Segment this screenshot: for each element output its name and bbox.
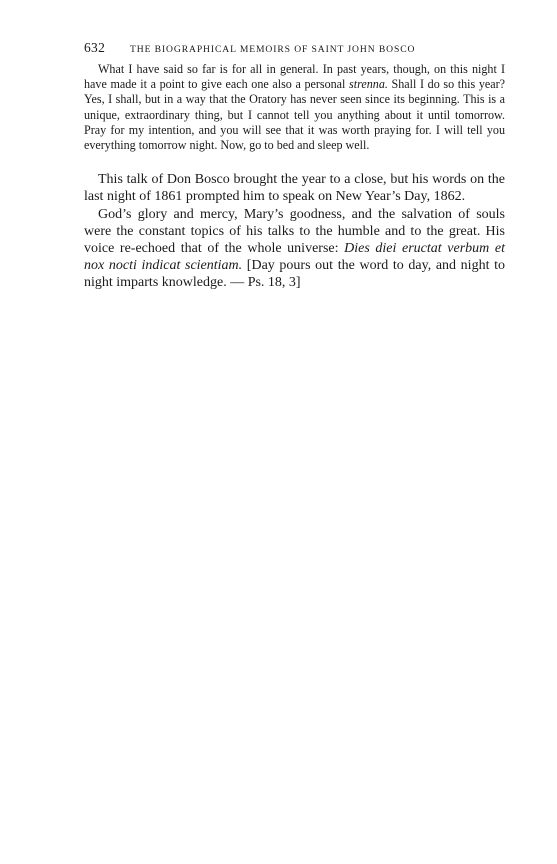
quote-italic-word: strenna. — [349, 77, 388, 92]
page-number: 632 — [84, 40, 106, 55]
section-gap — [84, 153, 505, 171]
body-paragraph-1: This talk of Don Bosco brought the year to a close, but his words on the last night of 1861 prompted him to speak on New Year’s Day, 1862. — [84, 172, 505, 205]
running-head — [84, 40, 505, 56]
latin-quotation: Dies diei eructat verbum et nox nocti indicat scientiam. — [84, 241, 505, 274]
body-paragraph-2 — [84, 206, 505, 292]
quote-text-end: Shall I do so this year? Yes, I shall, but in a way that the Oratory has never seen since its beginning. This is a unique, extraordinary thing, but I cannot tell you anything about it until tomorrow. Pray for my intention, and you will see that it was worth praying for. I will tell you everything tomorrow night. Now, go to bed and sleep well. — [84, 77, 505, 153]
page — [84, 40, 505, 292]
quote-text-start: What I have said so far is for all in general. In past years, though, on this night I have made it a point to give each one also a personal — [84, 62, 505, 92]
quoted-speech-paragraph — [84, 62, 505, 153]
running-head-title: THE BIOGRAPHICAL MEMOIRS OF SAINT JOHN BOSCO — [130, 44, 416, 55]
paragraph-2-text-end: [Day pours out the word to day, and night to night imparts knowledge. — Ps. 18, 3] — [84, 258, 505, 291]
paragraph-2-text-start: God’s glory and mercy, Mary’s goodness, and the salvation of souls were the constant topics of his talks to the humble and to the great. His voice re-echoed that of the whole universe: — [84, 206, 505, 257]
